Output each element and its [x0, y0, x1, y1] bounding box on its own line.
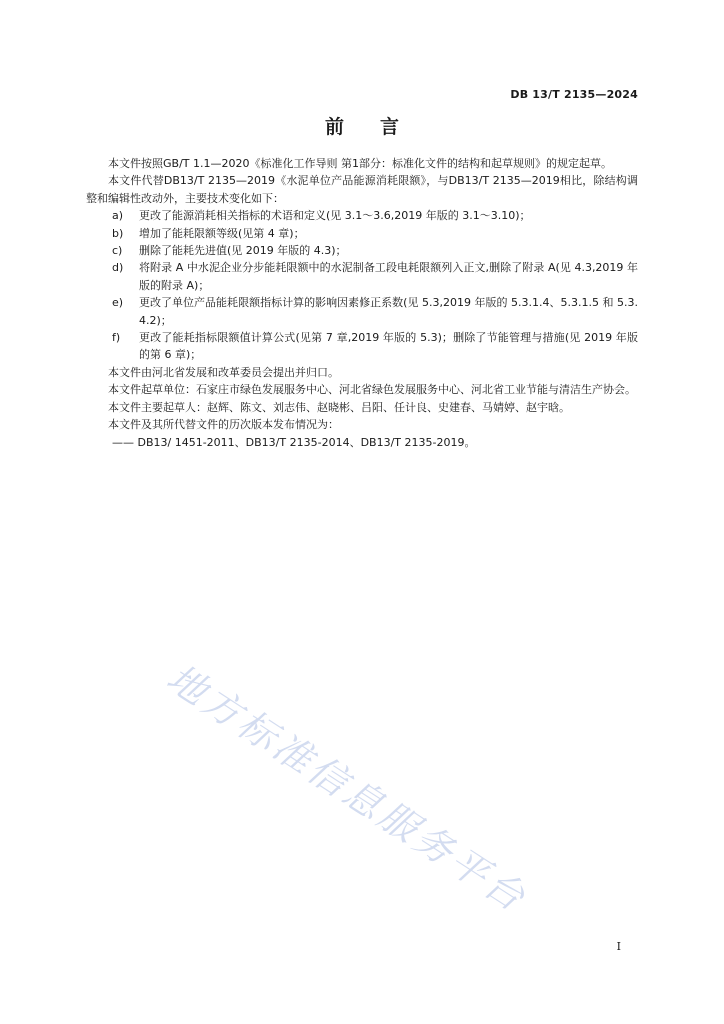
list-item-text: 将附录 A 中水泥企业分步能耗限额中的水泥制备工段电耗限额列入正文,删除了附录 A(见 4.3,2019 年版的附录 A)；	[139, 261, 638, 292]
list-item	[86, 242, 638, 259]
list-item-text: 删除了能耗先进值(见 2019 年版的 4.3)；	[139, 244, 347, 258]
paragraph-proposer: 本文件由河北省发展和改革委员会提出并归口。	[108, 365, 339, 379]
watermark: 地方标准信息服务平台	[159, 655, 536, 922]
list-item-marker: f)	[112, 331, 121, 345]
history-versions: —— DB13/ 1451-2011、DB13/T 2135-2014、DB13/T 2135-2019。	[112, 435, 476, 449]
list-item	[86, 225, 638, 242]
paragraph-drafting-units: 本文件起草单位：石家庄市绿色发展服务中心、河北省绿色发展服务中心、河北省工业节能与清洁生产协会。	[108, 383, 636, 397]
list-item-marker: b)	[112, 226, 124, 240]
list-item-marker: c)	[112, 244, 123, 258]
paragraph-drafters: 本文件主要起草人：赵辉、陈文、刘志伟、赵晓彬、吕阳、任计良、史建春、马婧婷、赵宇晗。	[108, 400, 570, 414]
title-char-1: 前	[324, 116, 344, 138]
preface-body	[86, 155, 638, 451]
list-item	[86, 329, 638, 364]
list-item-marker: d)	[112, 261, 124, 275]
list-item-text: 更改了单位产品能耗限额指标计算的影响因素修正系数(见 5.3,2019 年版的 5.3.1.4、5.3.1.5 和 5.3.4.2)；	[139, 296, 638, 327]
list-item-text: 更改了能耗指标限额值计算公式(见第 7 章,2019 年版的 5.3)；删除了节能管理与措施(见 2019 年版的第 6 章)；	[139, 331, 638, 362]
list-item-marker: a)	[112, 209, 124, 223]
list-item	[86, 207, 638, 224]
page-title	[0, 112, 724, 139]
paragraph-history-intro: 本文件及其所代替文件的历次版本发布情况为：	[108, 418, 339, 432]
paragraph-drafting-rules: 本文件按照GB/T 1.1—2020《标准化工作导则 第1部分：标准化文件的结构和起草规则》的规定起草。	[108, 157, 612, 170]
page-number: I	[616, 940, 621, 953]
paragraph-replacement: 本文件代替DB13/T 2135—2019《水泥单位产品能源消耗限额》，与DB13/T 2135—2019相比，除结构调整和编辑性改动外，主要技术变化如下：	[86, 174, 638, 205]
list-item	[86, 294, 638, 329]
standard-code: DB 13/T 2135—2024	[510, 88, 638, 101]
list-item-text: 增加了能耗限额等级(见第 4 章)；	[139, 226, 305, 240]
list-item-text: 更改了能源消耗相关指标的术语和定义(见 3.1～3.6,2019 年版的 3.1～3.10)；	[139, 209, 531, 223]
list-item	[86, 259, 638, 294]
title-char-2: 言	[380, 116, 400, 138]
list-item-marker: e)	[112, 296, 124, 310]
